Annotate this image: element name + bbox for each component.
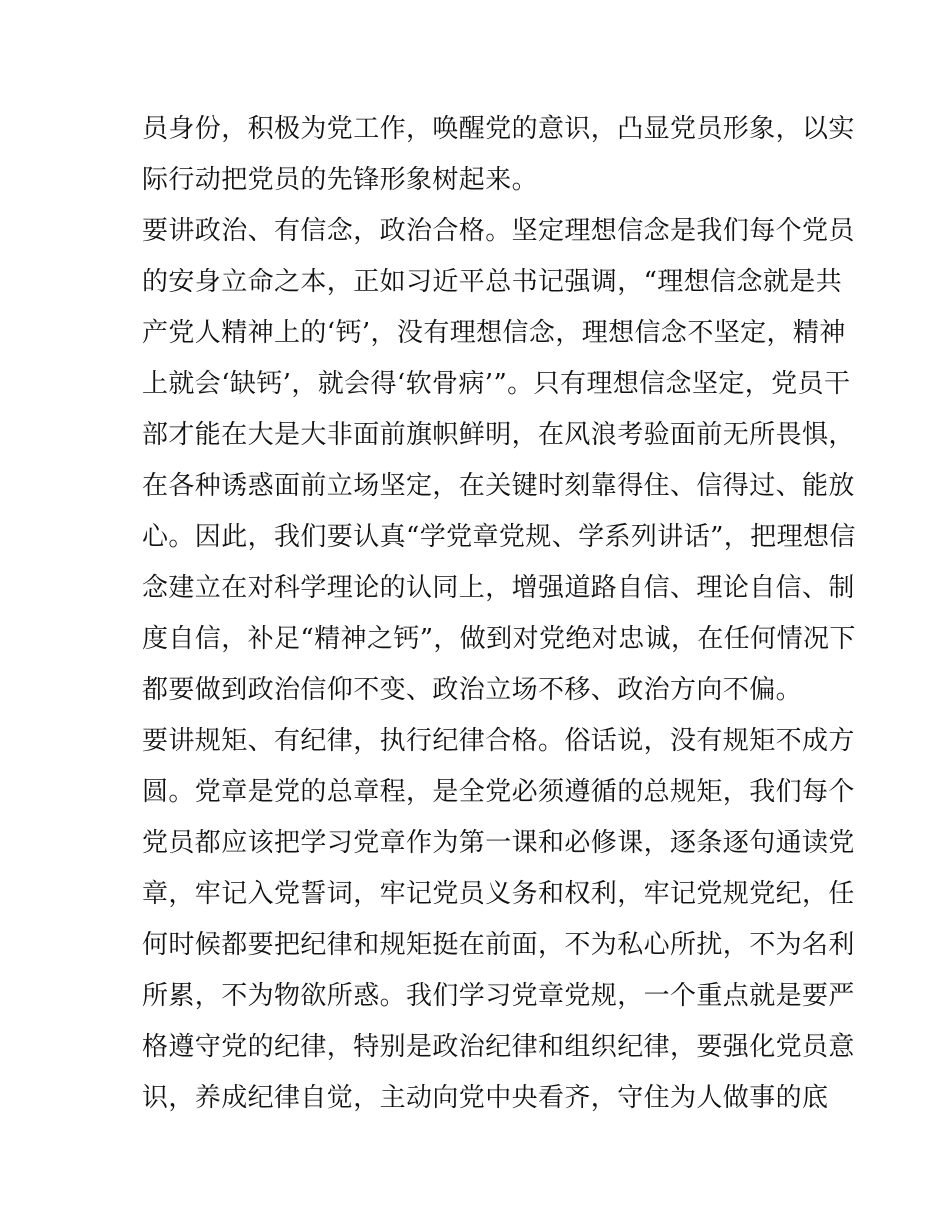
text-line: 所累，不为物欲所惑。我们学习党章党规，一个重点就是要严: [142, 981, 855, 1011]
text-line: 度自信，补足“精神之钙”，做到对党绝对忠诚，在任何情况下: [142, 624, 856, 654]
text-line: 识，养成纪律自觉，主动向党中央看齐，守住为人做事的底: [142, 1083, 829, 1113]
text-line: 部才能在大是大非面前旗帜鲜明，在风浪考验面前无所畏惧，: [142, 420, 855, 450]
paragraph-2: [142, 206, 856, 716]
text-line: 都要做到政治信仰不变、政治立场不移、政治方向不偏。: [142, 675, 803, 705]
text-line: 圆。党章是党的总章程，是全党必须遵循的总规矩，我们每个: [142, 777, 855, 807]
text-line: 员身份，积极为党工作，唤醒党的意识，凸显党员形象，以实: [142, 114, 855, 144]
text-line: 的安身立命之本，正如习近平总书记强调，“理想信念就是共: [142, 267, 843, 297]
text-line: 格遵守党的纪律，特别是政治纪律和组织纪律，要强化党员意: [142, 1032, 855, 1062]
text-line: 章，牢记入党誓词，牢记党员义务和权利，牢记党规党纪，任: [142, 879, 855, 909]
text-line: 何时候都要把纪律和规矩挺在前面，不为私心所扰，不为名利: [142, 930, 855, 960]
text-line: 心。因此，我们要认真“学党章党规、学系列讲话”，把理想信: [142, 522, 856, 552]
text-line: 要讲规矩、有纪律，执行纪律合格。俗话说，没有规矩不成方: [142, 726, 855, 756]
document-body: [142, 104, 856, 1124]
text-line: 上就会‘缺钙’，就会得‘软骨病’”。只有理想信念坚定，党员干: [142, 369, 851, 399]
text-line: 要讲政治、有信念，政治合格。坚定理想信念是我们每个党员: [142, 216, 855, 246]
text-line: 在各种诱惑面前立场坚定，在关键时刻靠得住、信得过、能放: [142, 471, 855, 501]
text-line: 际行动把党员的先锋形象树起来。: [142, 165, 539, 195]
text-line: 产党人精神上的‘钙’，没有理想信念，理想信念不坚定，精神: [142, 318, 846, 348]
text-line: 党员都应该把学习党章作为第一课和必修课，逐条逐句通读党: [142, 828, 855, 858]
text-line: 念建立在对科学理论的认同上，增强道路自信、理论自信、制: [142, 573, 855, 603]
paragraph-3: [142, 716, 855, 1124]
paragraph-1: [142, 104, 855, 206]
